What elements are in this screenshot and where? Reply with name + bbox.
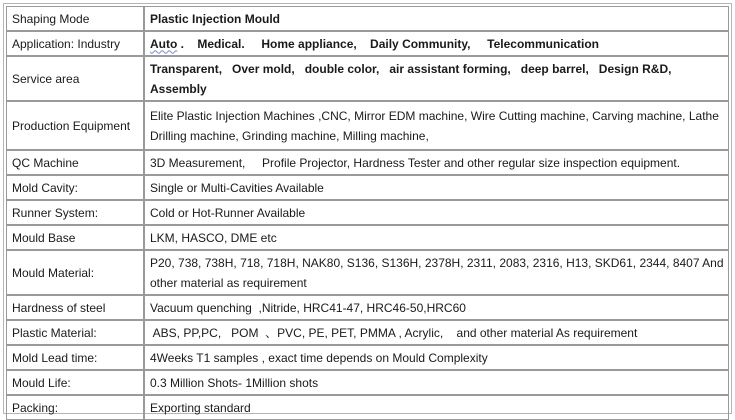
table-row	[6, 345, 729, 370]
table-row	[6, 150, 729, 175]
row-label: Packing:	[6, 395, 144, 420]
row-label: Mould Material:	[6, 250, 144, 295]
row-value: Exporting standard	[144, 395, 729, 420]
row-label: Application: Industry	[6, 31, 144, 56]
row-label: QC Machine	[6, 150, 144, 175]
row-label: Production Equipment	[6, 101, 144, 150]
table-row	[6, 31, 729, 56]
row-value: 4Weeks T1 samples , exact time depends on Mould Complexity	[144, 345, 729, 370]
table-row	[6, 175, 729, 200]
row-value: Single or Multi-Cavities Available	[144, 175, 729, 200]
table-row	[6, 295, 729, 320]
row-label: Mold Cavity:	[6, 175, 144, 200]
table-row	[6, 225, 729, 250]
row-value: 3D Measurement, Profile Projector, Hardness Tester and other regular size inspection equipment.	[144, 150, 729, 175]
table-row	[6, 56, 729, 101]
row-value	[144, 31, 729, 56]
row-value: ABS, PP,PC, POM 、PVC, PE, PET, PMMA , Acrylic, and other material As requirement	[144, 320, 729, 345]
spec-table	[6, 6, 729, 420]
row-value: LKM, HASCO, DME etc	[144, 225, 729, 250]
row-label: Shaping Mode	[6, 6, 144, 31]
row-value: Cold or Hot-Runner Available	[144, 200, 729, 225]
row-value: P20, 738, 738H, 718, 718H, NAK80, S136, S136H, 2378H, 2311, 2083, 2316, H13, SKD61, 2344, 8407 And other material as requirement	[144, 250, 729, 295]
row-value: Transparent, Over mold, double color, air assistant forming, deep barrel, Design R&D, Assembly	[144, 56, 729, 101]
table-row	[6, 6, 729, 31]
table-row	[6, 250, 729, 295]
table-row	[6, 320, 729, 345]
row-label: Plastic Material:	[6, 320, 144, 345]
spellcheck-word: Auto	[150, 36, 178, 51]
row-label: Mold Lead time:	[6, 345, 144, 370]
row-value: Vacuum quenching ,Nitride, HRC41-47, HRC46-50,HRC60	[144, 295, 729, 320]
table-row	[6, 101, 729, 150]
row-value: Plastic Injection Mould	[144, 6, 729, 31]
spec-sheet	[3, 3, 732, 414]
table-row	[6, 370, 729, 395]
row-value-rest: . Medical. Home appliance, Daily Community, Telecommunication	[177, 36, 599, 51]
row-value: Elite Plastic Injection Machines ,CNC, Mirror EDM machine, Wire Cutting machine, Carving machine, Lathe Drilling machine, Grinding machine, Milling machine,	[144, 101, 729, 150]
table-row	[6, 395, 729, 420]
table-row	[6, 200, 729, 225]
row-label: Service area	[6, 56, 144, 101]
row-value: 0.3 Million Shots- 1Million shots	[144, 370, 729, 395]
row-label: Mould Base	[6, 225, 144, 250]
row-label: Hardness of steel	[6, 295, 144, 320]
row-label: Runner System:	[6, 200, 144, 225]
row-label: Mould Life:	[6, 370, 144, 395]
